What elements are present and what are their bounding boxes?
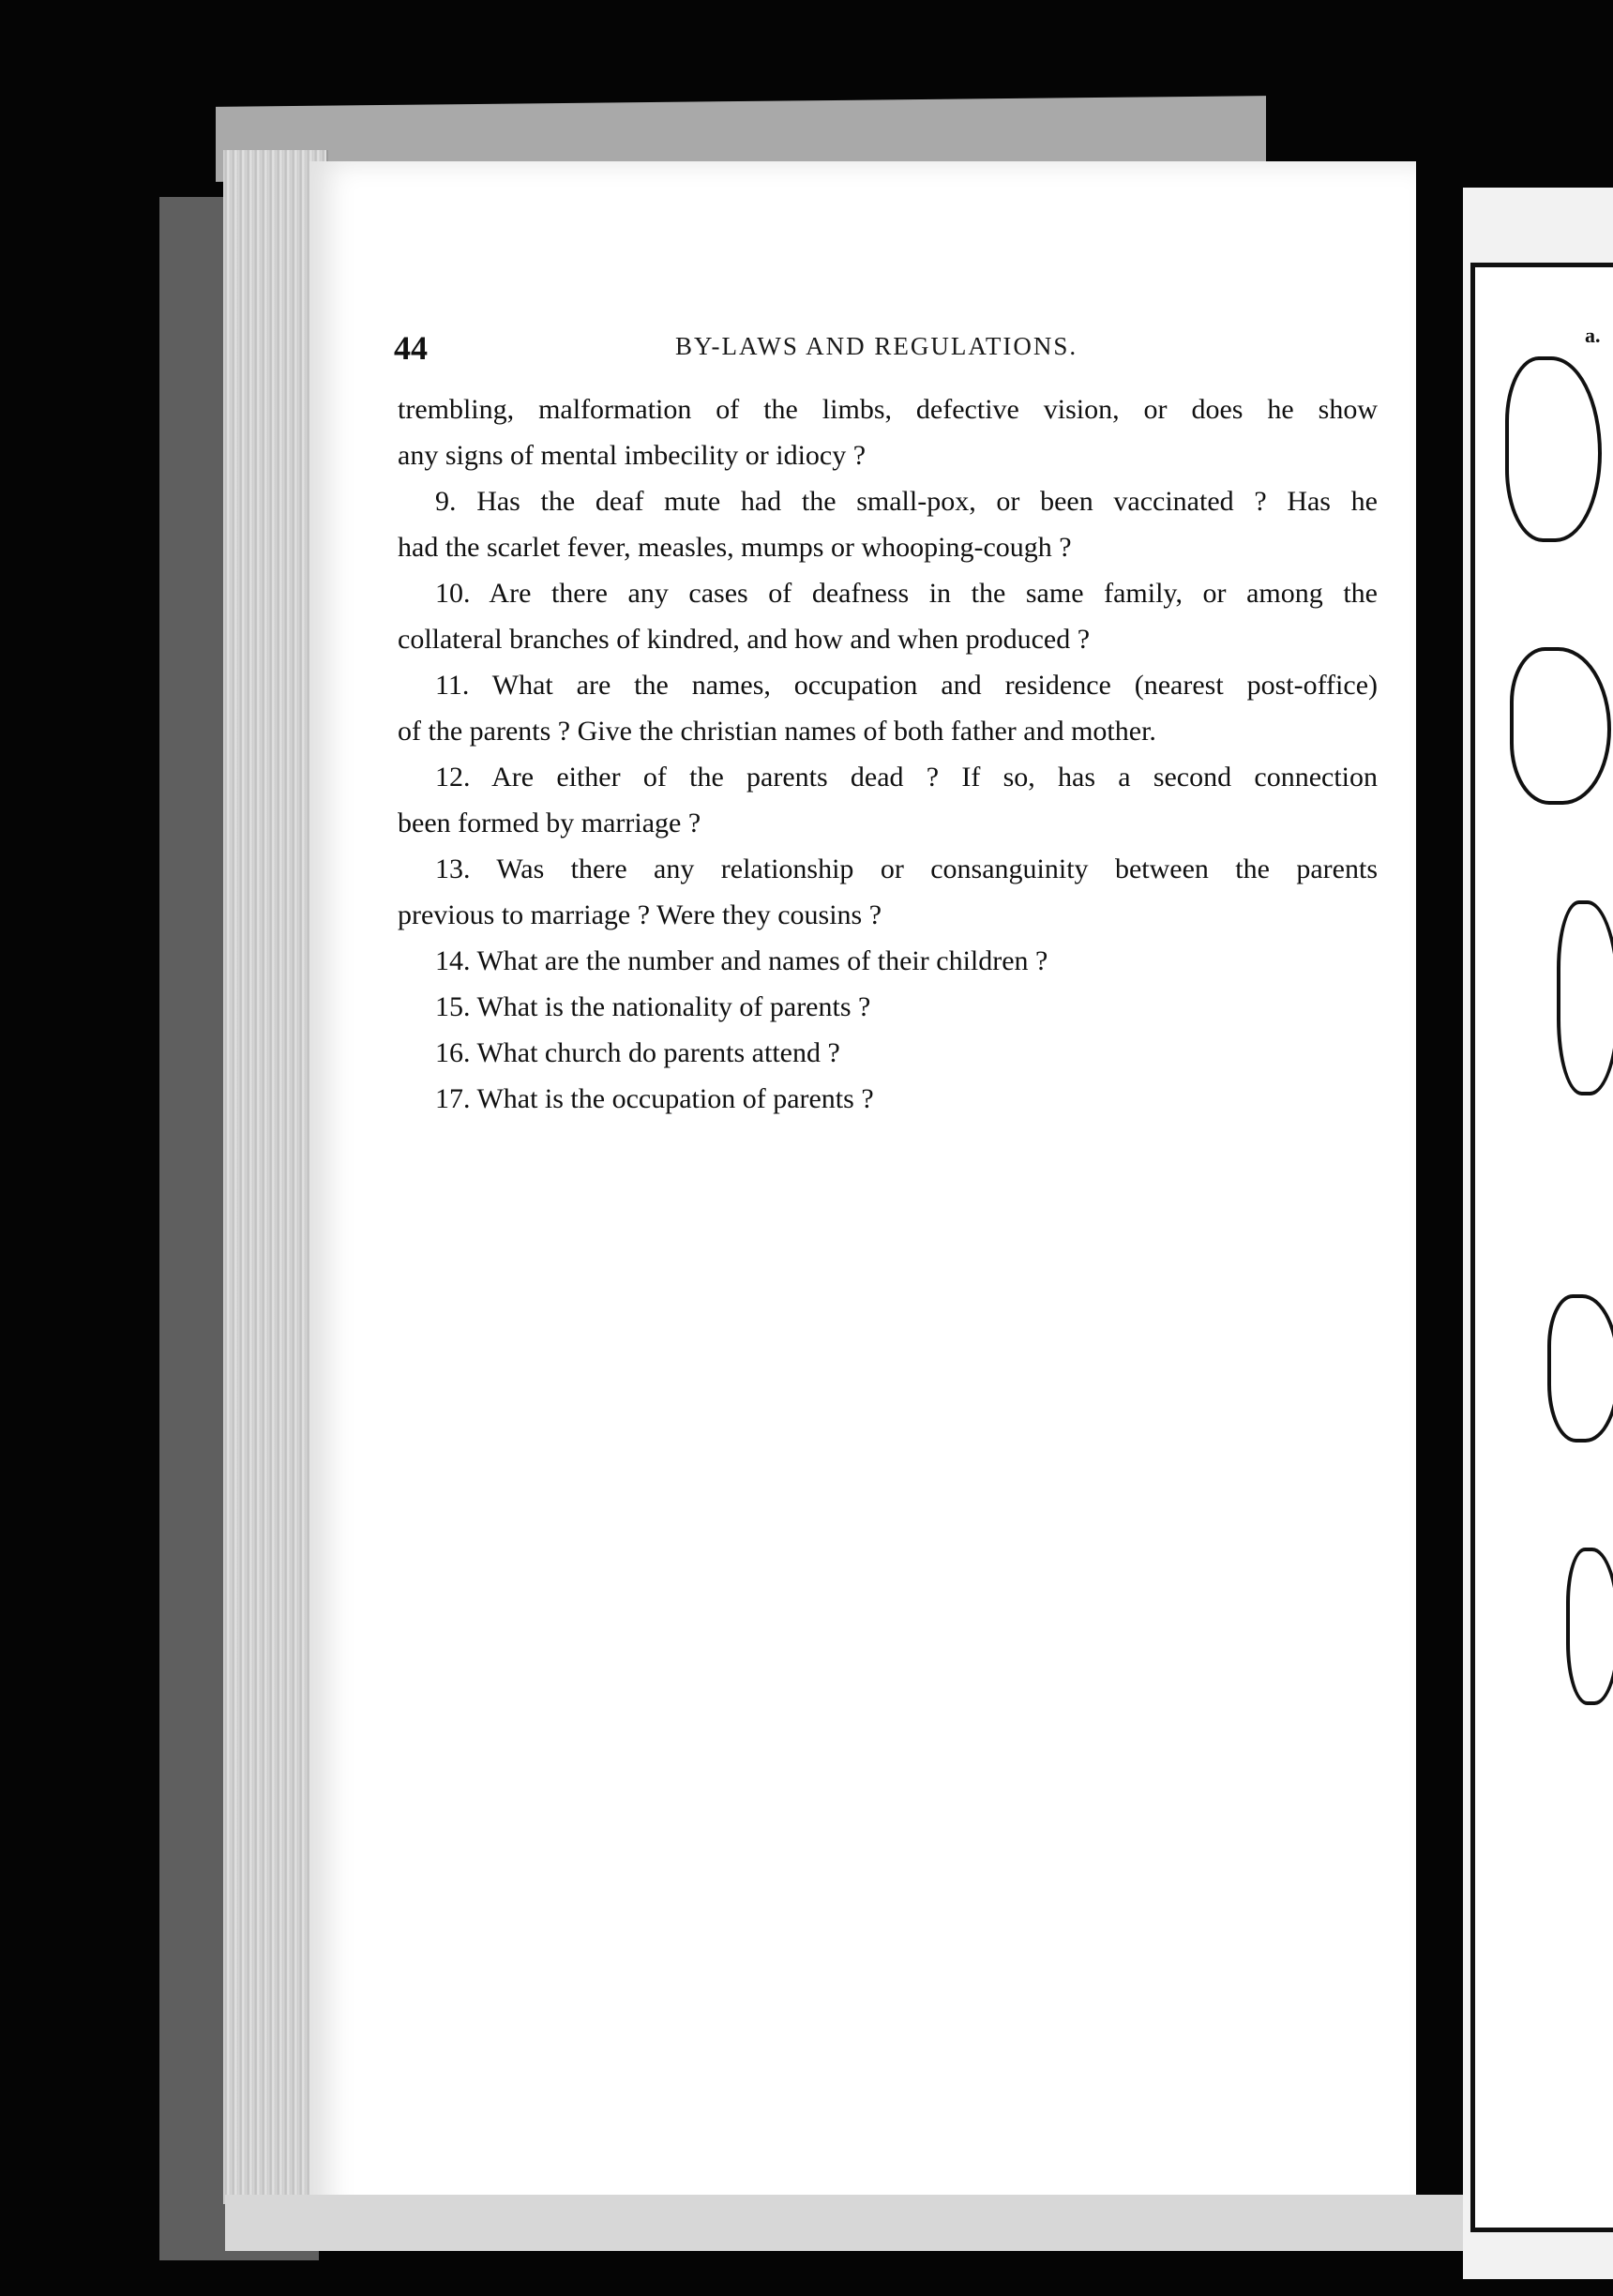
plate-label: a. [1585, 324, 1601, 347]
text-line: 17. What is the occupation of parents ? [435, 1083, 874, 1114]
text-line: 16. What church do parents attend ? [435, 1037, 840, 1068]
body-text [398, 386, 1378, 1122]
hand-illustration-5 [1566, 1548, 1613, 1705]
hand-illustration-3 [1557, 900, 1613, 1095]
running-head: BY-LAWS AND REGULATIONS. [675, 332, 1078, 360]
text-line: any signs of mental imbecility or idiocy ? [398, 440, 867, 471]
hand-illustration-4 [1547, 1294, 1613, 1443]
text-line: 10. Are there any cases of deafness in the same family, or among the [435, 578, 1378, 609]
text-line: of the parents ? Give the christian names of both father and mother. [398, 716, 1156, 747]
page-bottom-edge [225, 2195, 1463, 2251]
text-line: had the scarlet fever, measles, mumps or whooping-cough ? [398, 532, 1072, 563]
hand-illustration-2 [1510, 647, 1611, 805]
page-number: 44 [394, 329, 428, 367]
text-line: 9. Has the deaf mute had the small-pox, or been vaccinated ? Has he [435, 486, 1378, 517]
text-line: 14. What are the number and names of their children ? [435, 945, 1048, 976]
page-header [394, 328, 1379, 371]
text-line: 12. Are either of the parents dead ? If so, has a second connection [435, 762, 1378, 793]
text-line: 11. What are the names, occupation and residence (nearest post-office) [435, 670, 1378, 701]
plate-frame [1470, 263, 1613, 2232]
text-line: trembling, malformation of the limbs, defective vision, or does he show [398, 394, 1378, 425]
text-line: 15. What is the nationality of parents ? [435, 991, 871, 1022]
text-line: 13. Was there any relationship or consanguinity between the parents [435, 853, 1378, 884]
text-line: collateral branches of kindred, and how and when produced ? [398, 624, 1091, 655]
text-line: been formed by marriage ? [398, 808, 701, 838]
text-line: previous to marriage ? Were they cousins ? [398, 899, 882, 930]
